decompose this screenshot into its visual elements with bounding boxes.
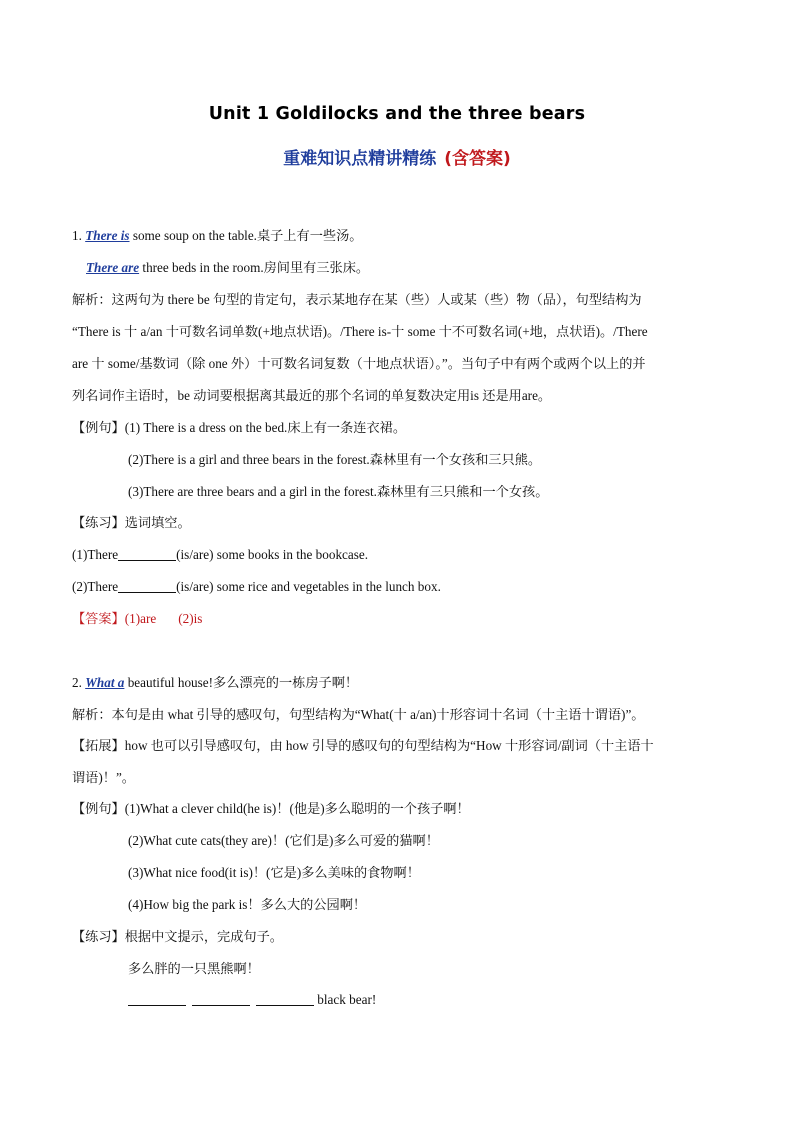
s2-extend-label: 【拓展】 <box>72 738 125 753</box>
s2-extend-2: 谓语)！”。 <box>72 770 135 785</box>
s2-sentence-1 <box>72 673 734 693</box>
s2-extend-1 <box>72 736 734 756</box>
q1-post: (is/are) some books in the bookcase. <box>176 547 369 562</box>
s1-practice <box>72 513 734 533</box>
s1-sentence-2 <box>86 258 734 278</box>
s2-extend-text: how 也可以引导感叹句，由 how 引导的感叹句的句型结构为“How 十形容词/副词（十主语十 <box>124 738 654 753</box>
s2-practice-text: 根据中文提示，完成句子。 <box>124 929 283 944</box>
s2-example-3: (3)What nice food(it is)！(它是)多么美味的食物啊！ <box>128 865 420 880</box>
document-subtitle <box>0 144 794 169</box>
answer-label: 【答案】 <box>72 611 125 626</box>
s1-keyword-there-is: There is <box>85 228 130 243</box>
subtitle-tag: (含答案) <box>444 149 511 169</box>
s1-example-1 <box>72 418 734 438</box>
s2-example-4: (4)How big the park is！多么大的公园啊！ <box>128 897 367 912</box>
s2-keyword-what-a: What a <box>85 675 125 690</box>
s1-analysis-line: are 十 some/基数词（除 one 外）十可数名词复数（十地点状语）。”。当句子中有两个或两个以上的并 <box>72 356 646 371</box>
q2-pre: (2)There <box>72 579 119 594</box>
s1-analysis-line: 列名词作主语时，be 动词要根据离其最近的那个名词的单复数决定用is 还是用are。 <box>72 388 552 403</box>
s1-analysis-line: 解析：这两句为 there be 句型的肯定句，表示某地存在某（些）人或某（些）物（品），句型结构为 <box>72 292 642 307</box>
s1-keyword-there-are: There are <box>86 260 140 275</box>
s2-example-text: (1)What a clever child(he is)！(他是)多么聪明的一个孩子啊！ <box>124 801 470 816</box>
s1-practice-text: 选词填空。 <box>124 515 191 530</box>
s1-example-text: (1) There is a dress on the bed.床上有一条连衣裙。 <box>124 420 407 435</box>
answer-1: (1)are <box>124 611 157 626</box>
fill-tail: black bear! <box>317 992 377 1007</box>
q1-pre: (1)There <box>72 547 119 562</box>
s2-practice-label: 【练习】 <box>72 929 125 944</box>
s2-analysis: 解析：本句是由 what 引导的感叹句，句型结构为“What(十 a/an)十形容词十名词（十主语十谓语)”。 <box>72 707 645 722</box>
s2-practice <box>72 927 734 947</box>
s2-example-label: 【例句】 <box>72 801 125 816</box>
s2-example-1 <box>72 799 734 819</box>
document-title: Unit 1 Goldilocks and the three bears <box>208 104 586 124</box>
s1-sentence-1 <box>72 226 734 246</box>
s1-sentence-1-text: some soup on the table.桌子上有一些汤。 <box>129 228 363 243</box>
q2-post: (is/are) some rice and vegetables in the lunch box. <box>176 579 441 594</box>
s1-question-1 <box>72 545 734 565</box>
fill-blank-1[interactable] <box>128 991 186 1006</box>
s1-example-2: (2)There is a girl and three bears in the forest.森林里有一个女孩和三只熊。 <box>128 452 542 467</box>
s2-example-2: (2)What cute cats(they are)！(它们是)多么可爱的猫啊！ <box>128 833 439 848</box>
s2-fill-line <box>128 990 734 1010</box>
s2-sentence-1-text: beautiful house!多么漂亮的一栋房子啊！ <box>124 675 359 690</box>
q2-blank[interactable] <box>118 578 176 593</box>
q1-blank[interactable] <box>118 546 176 561</box>
answer-2: (2)is <box>178 611 203 626</box>
s1-analysis-line: “There is 十 a/an 十可数名词单数(+地点状语)。/There is-十 some 十不可数名词(+地，点状语)。/There <box>72 324 648 339</box>
s1-example-3: (3)There are three bears and a girl in the forest.森林里有三只熊和一个女孩。 <box>128 484 549 499</box>
s1-practice-label: 【练习】 <box>72 515 125 530</box>
s1-number: 1. <box>72 228 82 243</box>
s1-question-2 <box>72 577 734 597</box>
s2-prompt: 多么胖的一只黑熊啊！ <box>128 961 260 976</box>
fill-blank-2[interactable] <box>192 991 250 1006</box>
s1-sentence-2-text: three beds in the room.房间里有三张床。 <box>139 260 370 275</box>
s1-example-label: 【例句】 <box>72 420 125 435</box>
fill-blank-3[interactable] <box>256 991 314 1006</box>
subtitle-main: 重难知识点精讲精练 <box>283 149 437 169</box>
s2-number: 2. <box>72 675 82 690</box>
s1-answer <box>72 609 734 629</box>
